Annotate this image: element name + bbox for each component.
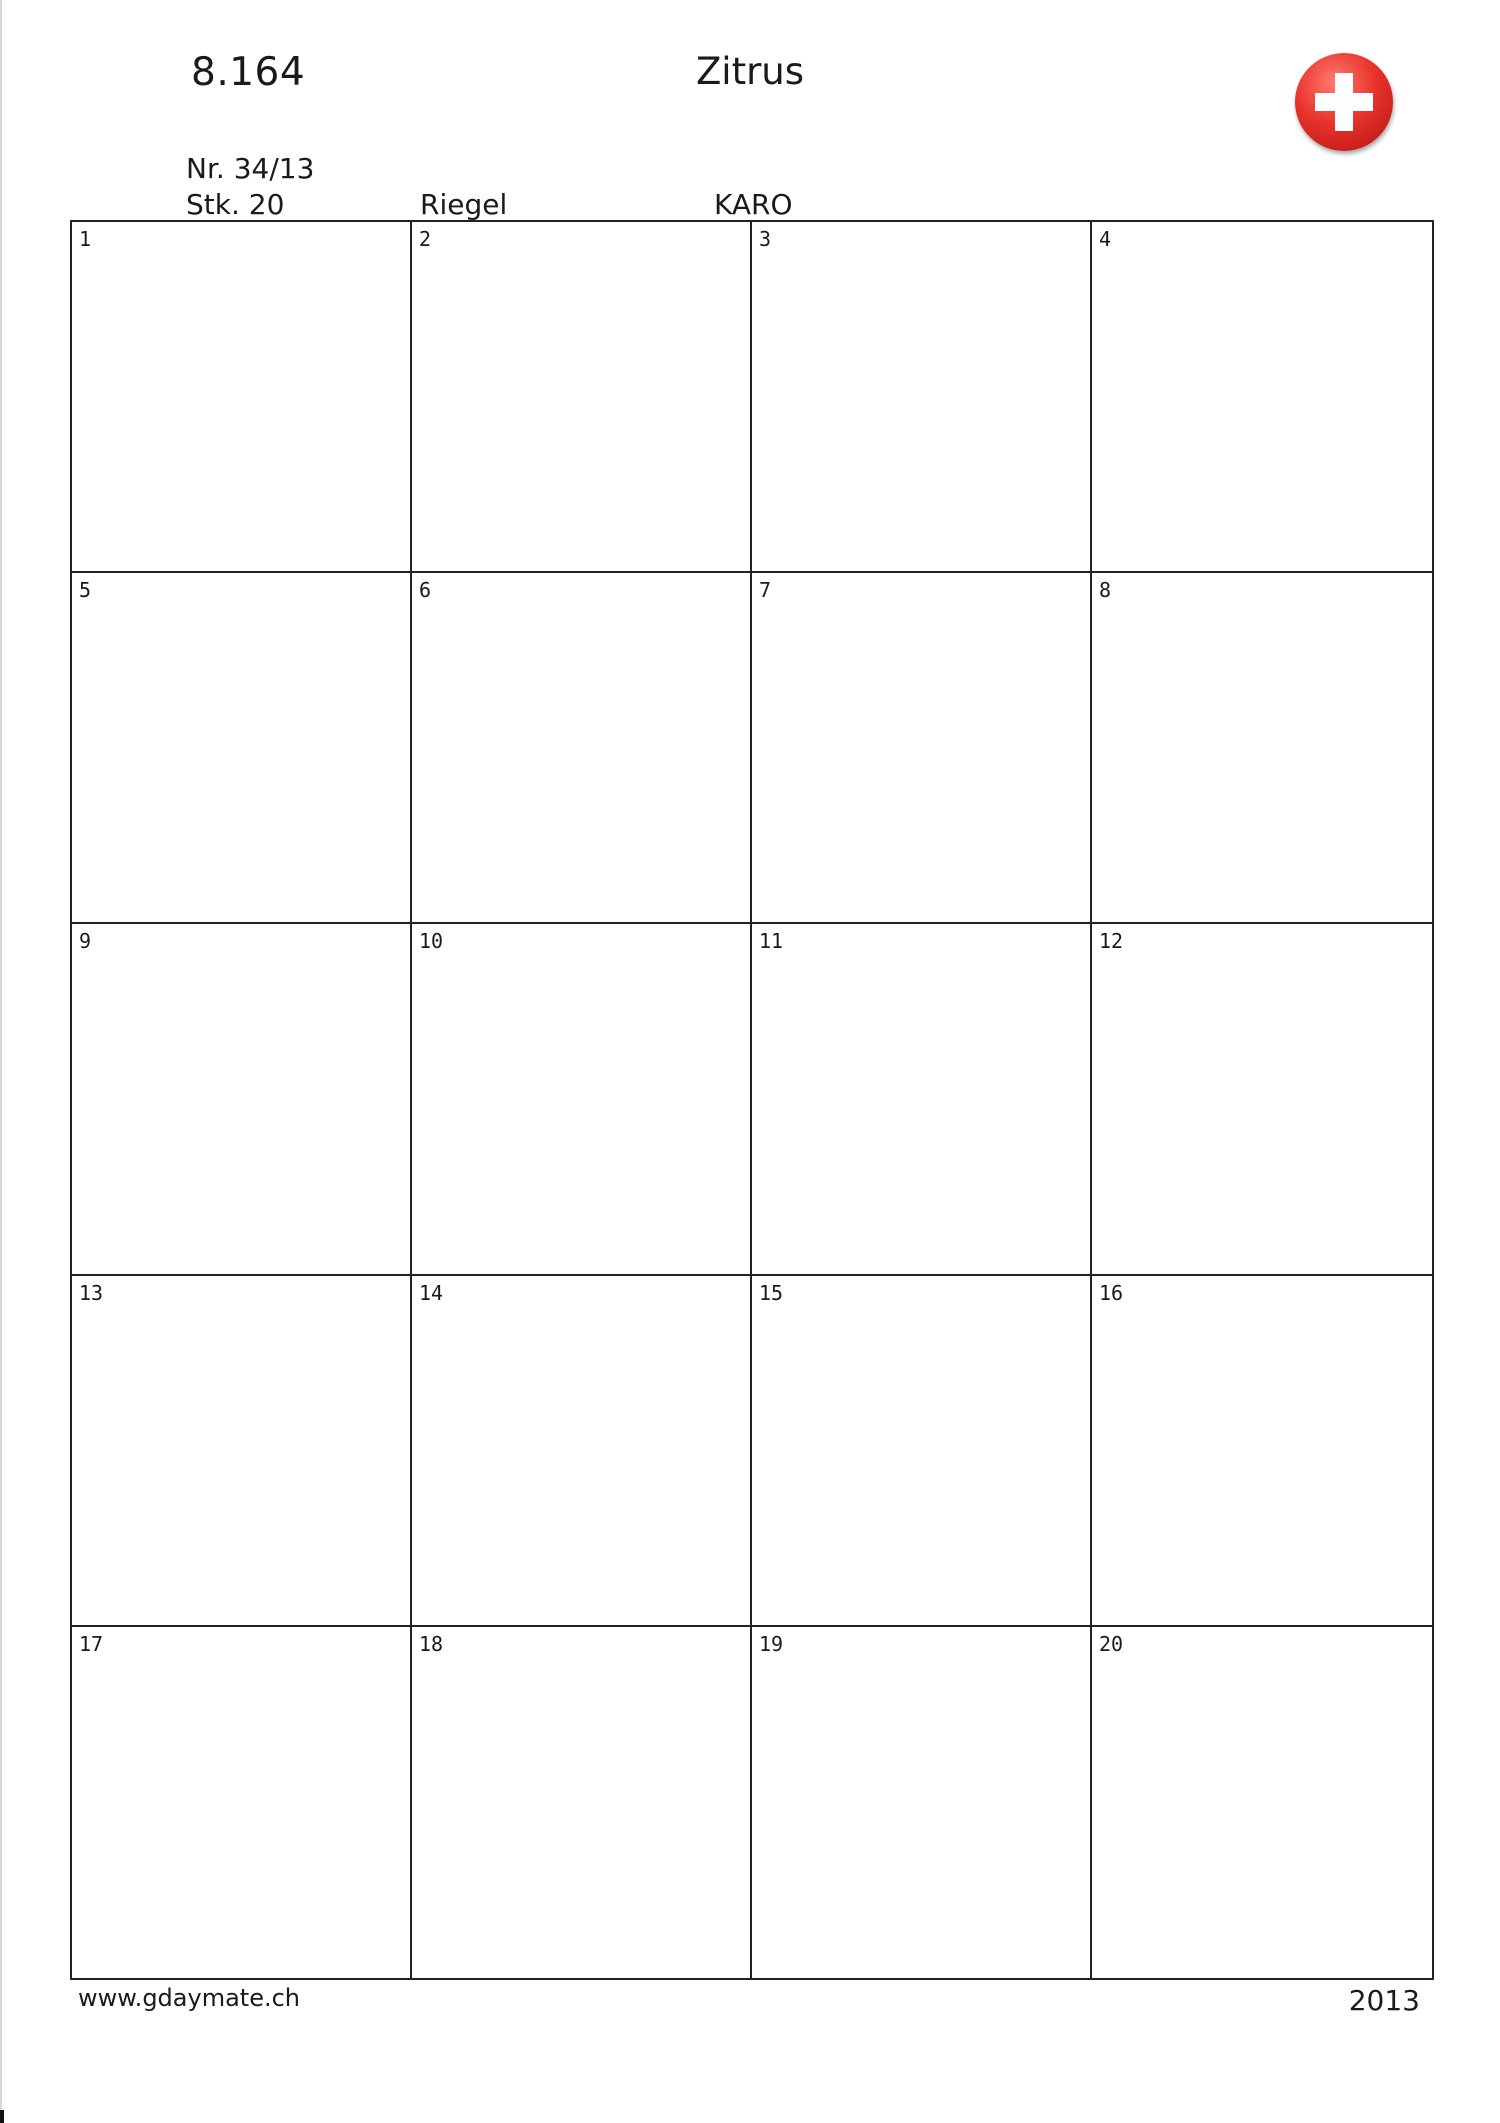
- website-url: www.gdaymate.ch: [78, 1984, 300, 2012]
- cell-number: 7: [759, 578, 772, 603]
- cell-number: 9: [79, 929, 92, 954]
- quantity-label: Stk. 20: [186, 188, 285, 221]
- grid-cell: [412, 924, 752, 1275]
- stamp-grid: [70, 220, 1434, 1980]
- grid-cell: [1092, 1276, 1432, 1627]
- cell-number: 8: [1099, 578, 1112, 603]
- cell-number: 10: [419, 929, 444, 954]
- grid-cell: [752, 222, 1092, 573]
- cell-number: 3: [759, 227, 772, 251]
- swiss-flag-icon: [1295, 53, 1393, 151]
- cell-number: 18: [419, 1631, 444, 1656]
- grid-cell: [752, 924, 1092, 1275]
- cell-number: 5: [79, 578, 92, 603]
- cell-number: 4: [1099, 227, 1112, 251]
- type-label: Riegel: [420, 188, 508, 221]
- grid-cell: [752, 573, 1092, 924]
- grid-cell: [1092, 924, 1432, 1275]
- scan-mark: [0, 2110, 4, 2123]
- cell-number: 12: [1099, 929, 1124, 954]
- grid-cell: [1092, 573, 1432, 924]
- cell-number: 13: [79, 1280, 104, 1305]
- cell-number: 14: [419, 1280, 444, 1305]
- grid-cell: [72, 573, 412, 924]
- cell-number: 16: [1099, 1280, 1124, 1305]
- grid-cell: [412, 1627, 752, 1978]
- page-title: Zitrus: [695, 50, 805, 93]
- grid-cell: [752, 1627, 1092, 1978]
- cell-number: 20: [1099, 1631, 1124, 1656]
- year-label: 2013: [1348, 1984, 1420, 2017]
- product-code: 8.164: [191, 50, 306, 95]
- grid-cell: [412, 573, 752, 924]
- cell-number: 6: [419, 578, 432, 603]
- grid-cell: [412, 222, 752, 573]
- grid-cell: [72, 1627, 412, 1978]
- cell-number: 19: [759, 1631, 784, 1656]
- grid-cell: [412, 1276, 752, 1627]
- number-label: Nr. 34/13: [186, 152, 315, 185]
- grid-cell: [72, 924, 412, 1275]
- grid-cell: [1092, 1627, 1432, 1978]
- cell-number: 2: [419, 227, 432, 251]
- grid-cell: [1092, 222, 1432, 573]
- grid-cell: [72, 1276, 412, 1627]
- grid-cell: [752, 1276, 1092, 1627]
- pattern-label: KARO: [714, 188, 793, 221]
- cell-number: 17: [79, 1631, 104, 1656]
- cell-number: 1: [79, 227, 92, 251]
- grid-cell: [72, 222, 412, 573]
- page-edge: [0, 0, 2, 2123]
- cell-number: 11: [759, 929, 784, 954]
- cell-number: 15: [759, 1280, 784, 1305]
